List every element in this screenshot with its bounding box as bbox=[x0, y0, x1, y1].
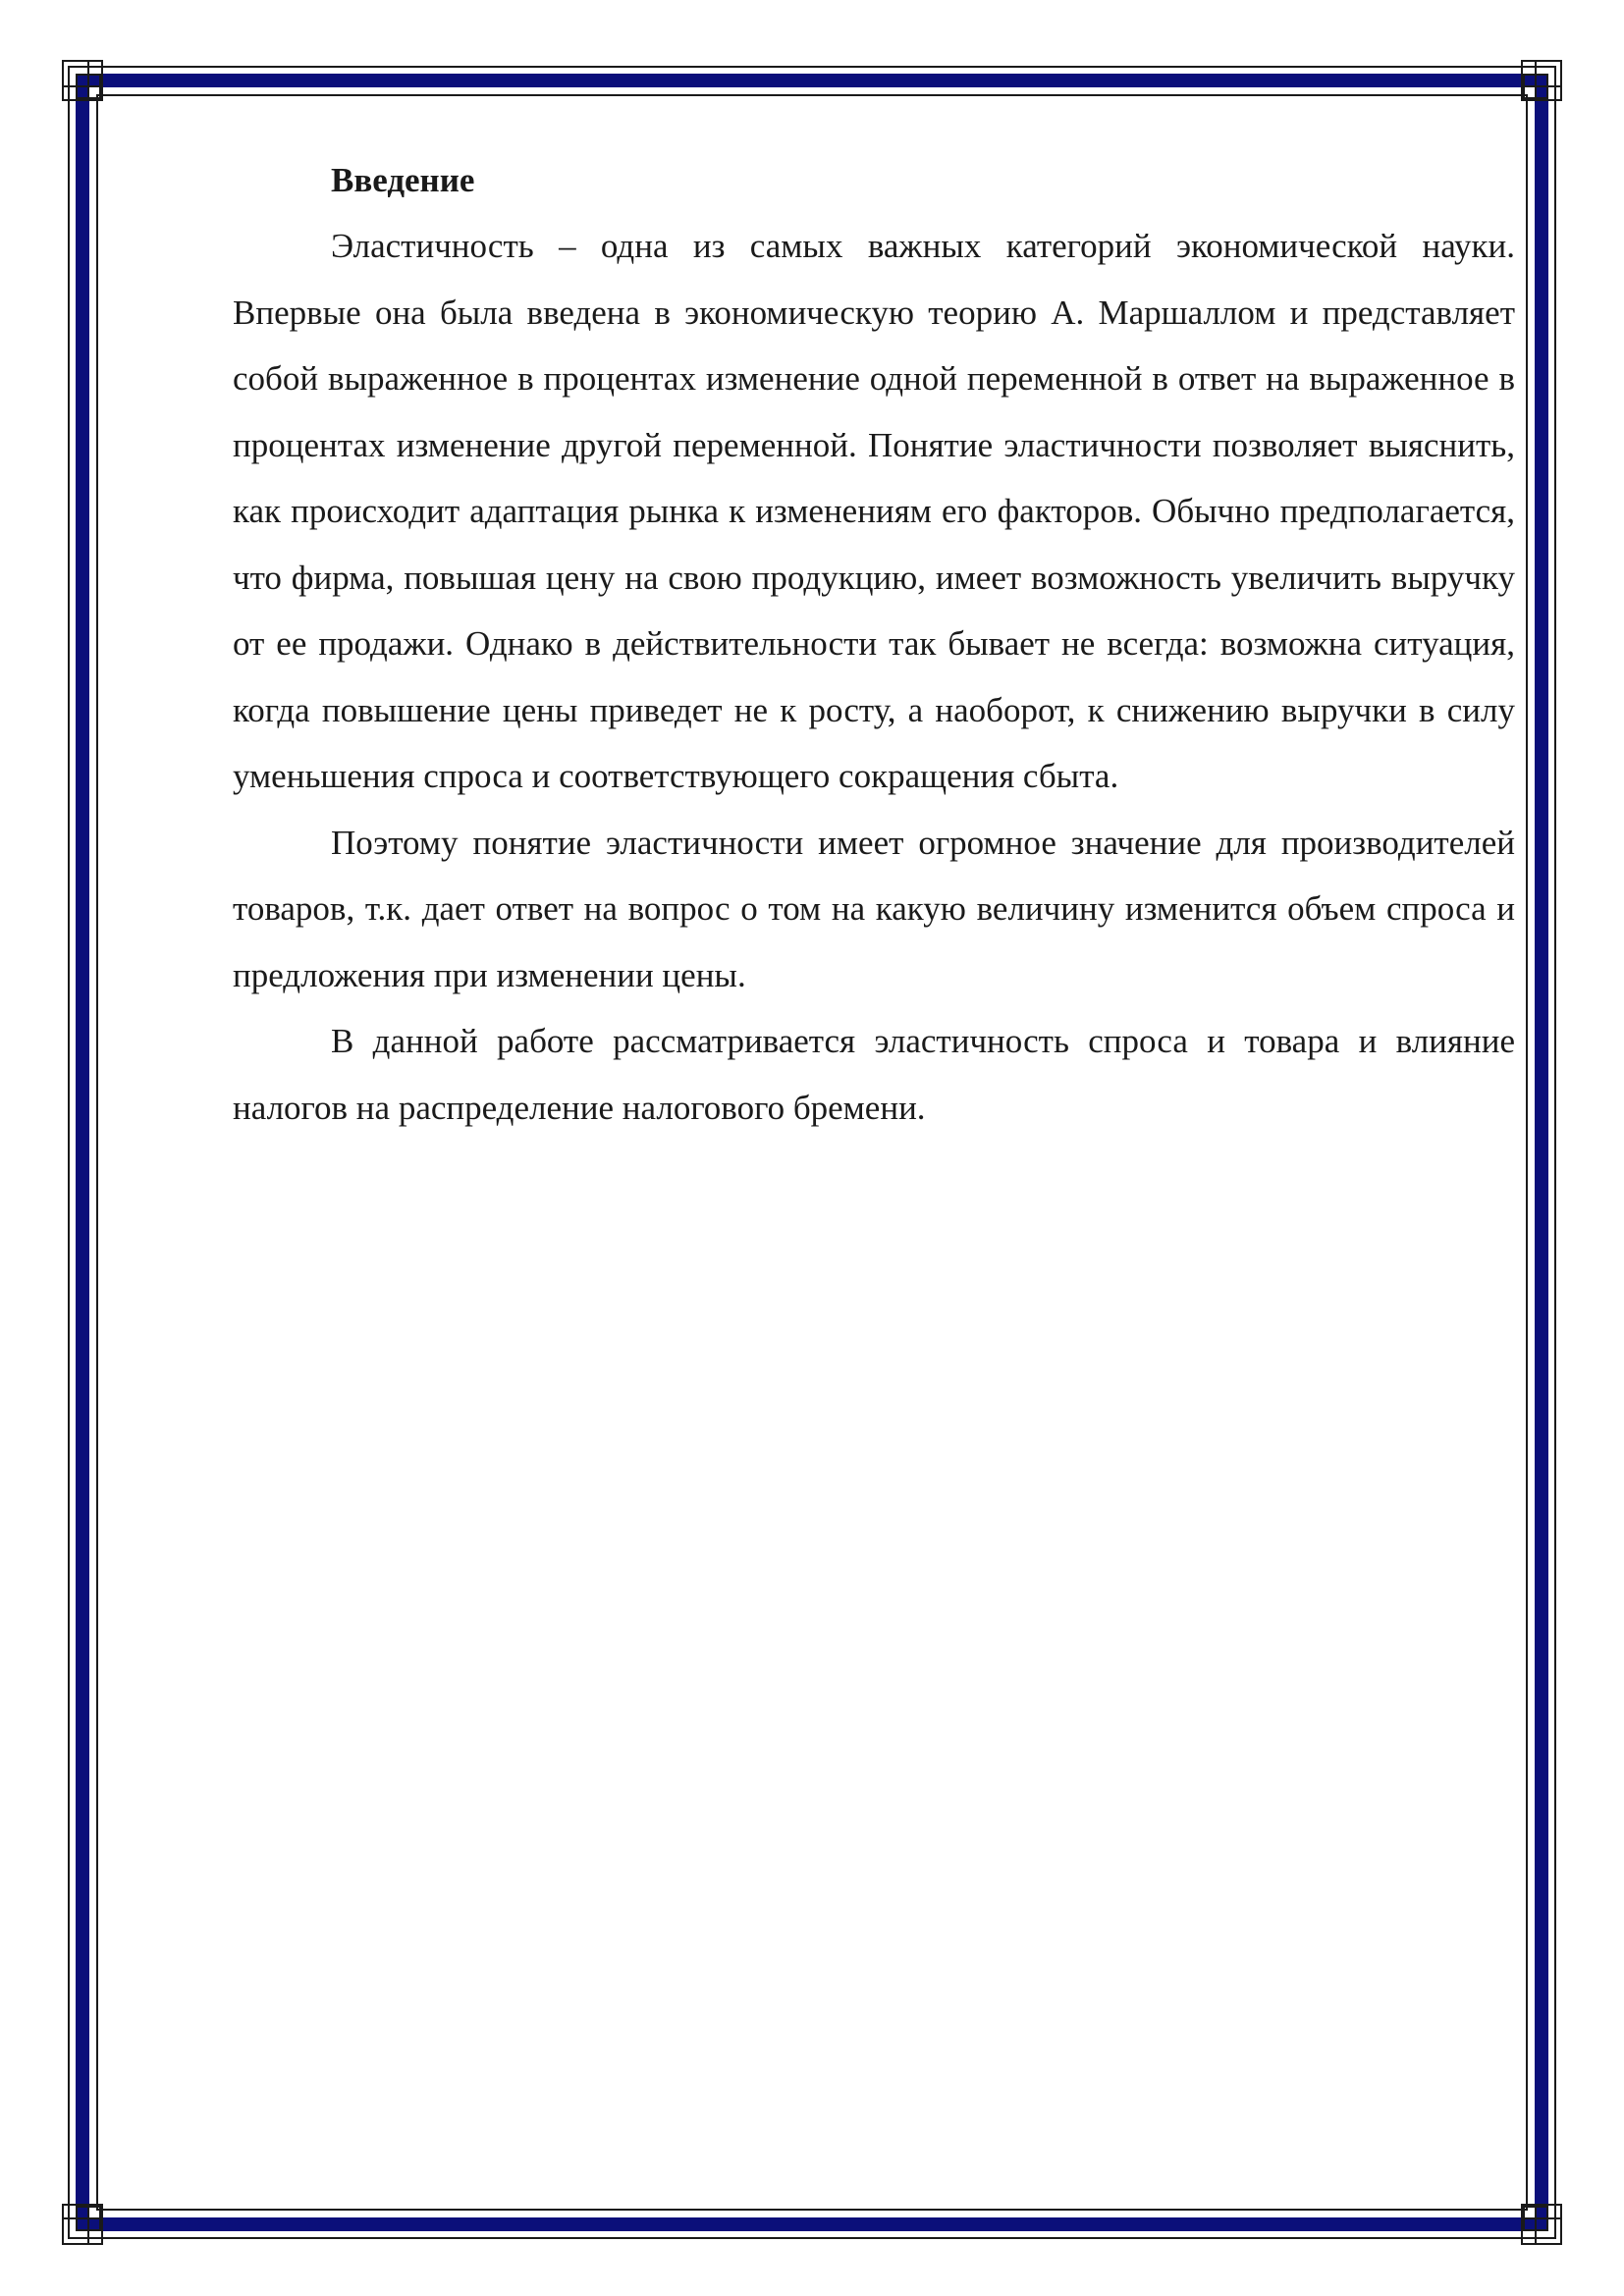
document-body bbox=[233, 147, 1515, 1141]
paragraph-elasticity-definition: Эластичность – одна из самых важных категорий экономической науки. Впервые она была введена в экономическую теорию А. Маршаллом и представляет собой выраженное в процентах изменение одной переменной в ответ на выраженное в процентах изменение другой переменной. Понятие эластичности позволяет выяснить, как происходит адаптация рынка к изменениям его факторов. Обычно предполагается, что фирма, повышая цену на свою продукцию, имеет возможность увеличить выручку от ее продажи. Однако в действительности так бывает не всегда: возможна ситуация, когда повышение цены приведет не к росту, а наоборот, к снижению выручки в силу уменьшения спроса и соответствующего сокращения сбыта. bbox=[233, 227, 1515, 795]
paragraph-work-scope: В данной работе рассматривается эластичность спроса и товара и влияние налогов на распределение налогового бремени. bbox=[233, 1022, 1515, 1127]
paragraph-elasticity-importance: Поэтому понятие эластичности имеет огромное значение для производителей товаров, т.к. дает ответ на вопрос о том на какую величину изменится объем спроса и предложения при изменении цены. bbox=[233, 823, 1515, 994]
section-heading: Введение bbox=[331, 161, 475, 199]
